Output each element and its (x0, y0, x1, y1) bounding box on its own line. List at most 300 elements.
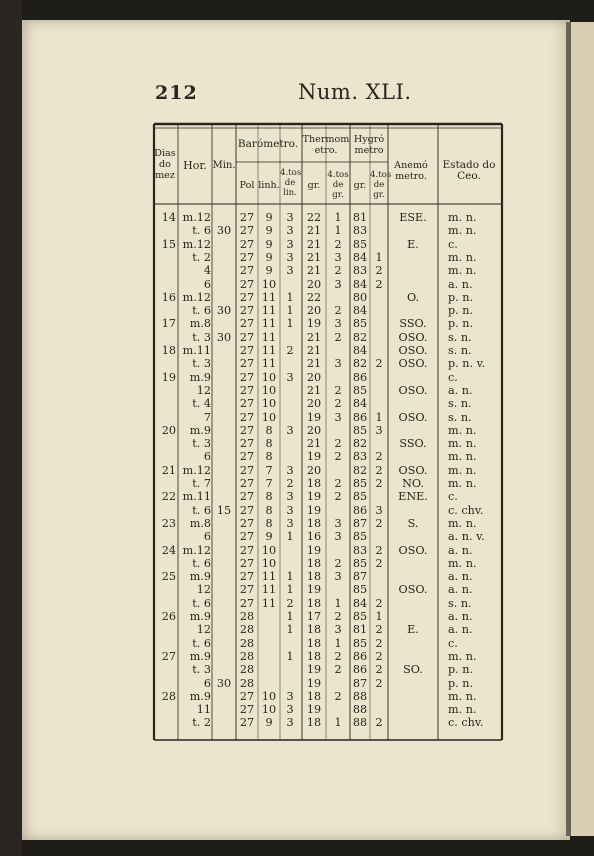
cell-therm-gr: 21 (306, 330, 322, 344)
cell-hour: t. 3 (192, 330, 211, 344)
cell-therm-gr: 19 (306, 410, 322, 424)
cell-hygro-gr: 85 (352, 317, 368, 331)
cell-bar-pol: 27 (239, 556, 255, 570)
header-quartos-gr-therm: 4.tos de gr. (327, 170, 349, 200)
cell-sky-state: p. n. (448, 317, 474, 331)
cell-therm-quartos: 2 (334, 490, 342, 504)
cell-hygro-quartos: 2 (375, 663, 383, 677)
cell-hygro-gr: 84 (352, 596, 368, 610)
cell-sky-state: c. (448, 370, 458, 384)
cell-hour: m.9 (189, 423, 211, 437)
cell-bar-linh: 11 (261, 596, 277, 610)
cell-bar-linh: 9 (265, 211, 273, 224)
cell-therm-gr: 19 (306, 317, 322, 331)
cell-therm-quartos: 3 (334, 317, 342, 331)
cell-sky-state: m. n. (448, 463, 477, 477)
cell-therm-quartos: 1 (334, 636, 342, 650)
cell-hour: 12 (196, 583, 211, 597)
cell-bar-pol: 27 (239, 264, 255, 278)
cell-therm-gr: 16 (306, 530, 322, 544)
cell-hygro-gr: 81 (352, 623, 368, 637)
cell-hygro-gr: 85 (352, 237, 368, 251)
cell-bar-quartos: 3 (286, 716, 294, 730)
cell-therm-gr: 19 (306, 490, 322, 504)
cell-wind: SSO. (399, 437, 427, 451)
cell-sky-state: m. n. (448, 556, 477, 570)
header-hygrometro: Hygrómetro (353, 134, 385, 156)
cell-therm-gr: 18 (306, 556, 322, 570)
cell-therm-gr: 21 (306, 437, 322, 451)
cell-hour: m.9 (189, 570, 211, 584)
cell-sky-state: a. n. (448, 543, 473, 557)
cell-bar-linh: 10 (261, 689, 277, 703)
cell-bar-pol: 27 (239, 410, 255, 424)
cell-sky-state: a. n. (448, 570, 473, 584)
cell-therm-gr: 22 (306, 211, 322, 224)
cell-therm-gr: 18 (306, 716, 322, 730)
cell-hour: m.12 (182, 463, 211, 477)
cell-therm-gr: 20 (306, 277, 322, 291)
cell-wind: E. (407, 623, 419, 637)
cell-bar-pol: 27 (239, 330, 255, 344)
cell-sky-state: m. n. (448, 649, 477, 663)
cell-bar-linh: 9 (265, 716, 273, 730)
cell-hygro-gr: 82 (352, 357, 368, 371)
cell-bar-pol: 27 (239, 450, 255, 464)
cell-sky-state: m. n. (448, 703, 477, 717)
header-quartos-gr-hygro: 4.tos de gr. (370, 170, 392, 200)
cell-bar-linh: 9 (265, 224, 273, 238)
cell-hour: t. 3 (192, 437, 211, 451)
cell-hygro-gr: 84 (352, 304, 368, 318)
cell-sky-state: m. n. (448, 437, 477, 451)
cell-wind: OSO. (398, 410, 428, 424)
cell-hygro-gr: 85 (352, 583, 368, 597)
cell-therm-gr: 18 (306, 477, 322, 490)
cell-hygro-gr: 87 (352, 516, 368, 530)
cell-hour: t. 6 (192, 304, 211, 318)
cell-bar-pol: 27 (239, 211, 255, 224)
cell-sky-state: c. (448, 237, 458, 251)
cell-bar-pol: 28 (239, 623, 255, 637)
cell-hygro-quartos: 2 (375, 556, 383, 570)
cell-hygro-quartos: 2 (375, 596, 383, 610)
cell-bar-pol: 27 (239, 277, 255, 291)
cell-bar-pol: 27 (239, 689, 255, 703)
cell-bar-quartos: 1 (286, 570, 294, 584)
header-min: Min. (212, 160, 236, 171)
cell-hour: m.9 (189, 610, 211, 623)
cell-hour: m.8 (189, 317, 211, 331)
cell-sky-state: s. n. (448, 596, 472, 610)
cell-bar-pol: 27 (239, 383, 255, 397)
cell-hygro-quartos: 1 (375, 250, 383, 264)
cell-sky-state: s. n. (448, 344, 472, 357)
cell-sky-state: m. n. (448, 689, 477, 703)
cell-therm-gr: 18 (306, 596, 322, 610)
dark-background (0, 0, 22, 856)
cell-bar-linh: 8 (265, 516, 273, 530)
cell-hygro-gr: 85 (352, 490, 368, 504)
cell-bar-quartos: 3 (286, 423, 294, 437)
cell-hygro-quartos: 2 (375, 450, 383, 464)
cell-hour: m.12 (182, 290, 211, 304)
cell-hygro-gr: 86 (352, 370, 368, 384)
cell-hygro-gr: 88 (352, 703, 368, 717)
cell-bar-quartos: 3 (286, 250, 294, 264)
cell-sky-state: m. n. (448, 264, 477, 278)
cell-bar-quartos: 3 (286, 237, 294, 251)
cell-bar-linh: 11 (261, 290, 277, 304)
cell-wind: OSO. (398, 583, 428, 597)
cell-bar-quartos: 1 (286, 610, 294, 623)
cell-hour: 6 (203, 450, 211, 464)
cell-therm-quartos: 1 (334, 211, 342, 224)
cell-hygro-quartos: 2 (375, 636, 383, 650)
cell-hygro-gr: 84 (352, 277, 368, 291)
cell-hygro-quartos: 2 (375, 623, 383, 637)
cell-bar-linh: 10 (261, 543, 277, 557)
cell-day: 20 (161, 423, 176, 437)
cell-hygro-quartos: 2 (375, 716, 383, 730)
cell-hygro-gr: 85 (352, 383, 368, 397)
cell-bar-quartos: 3 (286, 224, 294, 238)
cell-sky-state: s. n. (448, 410, 472, 424)
cell-day: 19 (161, 370, 176, 384)
cell-hygro-gr: 85 (352, 556, 368, 570)
cell-hour: t. 6 (192, 503, 211, 517)
cell-bar-pol: 28 (239, 649, 255, 663)
cell-day: 23 (161, 516, 176, 530)
cell-day: 14 (161, 211, 176, 224)
cell-hour: t. 6 (192, 636, 211, 650)
cell-day: 27 (161, 649, 176, 663)
cell-hour: m.12 (182, 211, 211, 224)
cell-bar-linh: 11 (261, 330, 277, 344)
cell-bar-pol: 27 (239, 530, 255, 544)
cell-sky-state: a. n. v. (448, 530, 485, 544)
cell-hour: m.12 (182, 237, 211, 251)
cell-therm-quartos: 3 (334, 530, 342, 544)
cell-hygro-quartos: 2 (375, 543, 383, 557)
cell-therm-quartos: 2 (334, 649, 342, 663)
cell-bar-quartos: 3 (286, 490, 294, 504)
cell-bar-linh: 8 (265, 437, 273, 451)
cell-hour: m.9 (189, 370, 211, 384)
cell-hygro-gr: 85 (352, 477, 368, 490)
page-number: 212 (155, 82, 198, 104)
cell-bar-linh: 11 (261, 344, 277, 357)
cell-therm-quartos: 2 (334, 663, 342, 677)
cell-wind: ESE. (399, 211, 427, 224)
cell-hygro-gr: 84 (352, 344, 368, 357)
cell-sky-state: a. n. (448, 277, 473, 291)
cell-bar-pol: 28 (239, 636, 255, 650)
cell-minute: 15 (216, 503, 232, 517)
cell-therm-gr: 21 (306, 237, 322, 251)
cell-hygro-gr: 83 (352, 543, 368, 557)
cell-sky-state: a. n. (448, 623, 473, 637)
cell-day: 24 (161, 543, 176, 557)
cell-bar-pol: 28 (239, 663, 255, 677)
cell-day: 16 (161, 290, 176, 304)
cell-wind: NO. (402, 477, 424, 490)
cell-hour: m.11 (182, 490, 211, 504)
cell-bar-quartos: 1 (286, 530, 294, 544)
cell-bar-linh: 10 (261, 397, 277, 411)
cell-sky-state: p. n. (448, 663, 474, 677)
cell-therm-gr: 17 (306, 610, 322, 623)
cell-minute: 30 (216, 224, 232, 238)
cell-therm-quartos: 1 (334, 596, 342, 610)
cell-therm-gr: 18 (306, 570, 322, 584)
cell-wind: OSO. (398, 330, 428, 344)
cell-therm-gr: 18 (306, 516, 322, 530)
cell-hygro-gr: 88 (352, 689, 368, 703)
cell-therm-gr: 19 (306, 450, 322, 464)
cell-therm-gr: 20 (306, 463, 322, 477)
cell-bar-linh: 10 (261, 703, 277, 717)
cell-sky-state: c. (448, 636, 458, 650)
cell-hour: m.11 (182, 344, 211, 357)
cell-sky-state: m. n. (448, 224, 477, 238)
cell-therm-quartos: 3 (334, 357, 342, 371)
cell-therm-gr: 21 (306, 250, 322, 264)
cell-hour: 6 (203, 676, 211, 690)
cell-hygro-gr: 87 (352, 676, 368, 690)
cell-bar-linh: 10 (261, 410, 277, 424)
cell-sky-state: s. n. (448, 330, 472, 344)
cell-therm-gr: 21 (306, 344, 322, 357)
cell-hygro-gr: 81 (352, 211, 368, 224)
page-title: Num. XLI. (298, 80, 412, 104)
cell-therm-gr: 18 (306, 649, 322, 663)
cell-hour: 12 (196, 623, 211, 637)
cell-therm-quartos: 1 (334, 224, 342, 238)
next-page-edge (571, 22, 594, 836)
cell-bar-linh: 11 (261, 570, 277, 584)
cell-bar-pol: 27 (239, 477, 255, 490)
cell-bar-linh: 8 (265, 450, 273, 464)
header-gr-therm: gr. (307, 180, 321, 191)
cell-bar-linh: 11 (261, 304, 277, 318)
cell-day: 15 (161, 237, 176, 251)
cell-bar-pol: 27 (239, 516, 255, 530)
cell-therm-gr: 20 (306, 397, 322, 411)
cell-therm-quartos: 3 (334, 410, 342, 424)
cell-bar-linh: 7 (265, 477, 273, 490)
cell-hour: t. 3 (192, 357, 211, 371)
cell-therm-quartos: 3 (334, 570, 342, 584)
cell-hour: t. 7 (192, 477, 211, 490)
cell-sky-state: a. n. (448, 583, 473, 597)
cell-hygro-gr: 86 (352, 410, 368, 424)
cell-therm-quartos: 2 (334, 437, 342, 451)
cell-hour: t. 6 (192, 596, 211, 610)
cell-hygro-gr: 87 (352, 570, 368, 584)
cell-hygro-gr: 83 (352, 450, 368, 464)
cell-bar-quartos: 3 (286, 689, 294, 703)
cell-hygro-gr: 84 (352, 250, 368, 264)
cell-hygro-gr: 82 (352, 437, 368, 451)
cell-bar-linh: 10 (261, 556, 277, 570)
cell-bar-pol: 28 (239, 676, 255, 690)
cell-therm-quartos: 2 (334, 450, 342, 464)
cell-therm-quartos: 3 (334, 277, 342, 291)
cell-hygro-gr: 88 (352, 716, 368, 730)
cell-sky-state: m. n. (448, 211, 477, 224)
cell-bar-linh: 10 (261, 370, 277, 384)
cell-therm-gr: 22 (306, 290, 322, 304)
cell-hygro-quartos: 3 (375, 423, 383, 437)
header-dia: Dias do mez (154, 148, 176, 181)
cell-therm-quartos: 3 (334, 516, 342, 530)
cell-therm-gr: 19 (306, 676, 322, 690)
cell-wind: OSO. (398, 463, 428, 477)
cell-therm-quartos: 3 (334, 623, 342, 637)
cell-day: 22 (161, 490, 176, 504)
cell-therm-gr: 20 (306, 304, 322, 318)
cell-hour: t. 2 (192, 250, 211, 264)
cell-therm-quartos: 2 (334, 556, 342, 570)
cell-therm-quartos: 1 (334, 716, 342, 730)
cell-hour: m.8 (189, 516, 211, 530)
cell-hygro-gr: 86 (352, 649, 368, 663)
cell-hygro-quartos: 2 (375, 264, 383, 278)
cell-bar-pol: 27 (239, 304, 255, 318)
cell-bar-pol: 27 (239, 463, 255, 477)
header-barometro: Barómetro. (237, 138, 299, 150)
cell-bar-quartos: 2 (286, 596, 294, 610)
cell-hour: 12 (196, 383, 211, 397)
cell-minute: 30 (216, 676, 232, 690)
cell-bar-pol: 28 (239, 610, 255, 623)
cell-bar-pol: 27 (239, 703, 255, 717)
cell-bar-pol: 27 (239, 503, 255, 517)
cell-bar-pol: 27 (239, 370, 255, 384)
cell-sky-state: a. n. (448, 383, 473, 397)
cell-bar-quartos: 1 (286, 649, 294, 663)
cell-therm-quartos: 3 (334, 250, 342, 264)
cell-sky-state: p. n. (448, 290, 474, 304)
cell-wind: SSO. (399, 317, 427, 331)
cell-bar-pol: 27 (239, 224, 255, 238)
cell-hour: t. 2 (192, 716, 211, 730)
cell-bar-pol: 27 (239, 317, 255, 331)
cell-therm-gr: 19 (306, 503, 322, 517)
cell-bar-pol: 27 (239, 490, 255, 504)
cell-sky-state: m. n. (448, 477, 477, 490)
cell-day: 17 (161, 317, 176, 331)
header-pol: Pol (239, 180, 255, 191)
cell-hygro-gr: 83 (352, 224, 368, 238)
cell-hour: t. 6 (192, 224, 211, 238)
cell-bar-quartos: 3 (286, 370, 294, 384)
cell-hour: t. 3 (192, 663, 211, 677)
cell-bar-pol: 27 (239, 237, 255, 251)
cell-sky-state: m. n. (448, 450, 477, 464)
cell-bar-pol: 27 (239, 596, 255, 610)
cell-hour: m.9 (189, 689, 211, 703)
cell-bar-linh: 10 (261, 277, 277, 291)
cell-bar-pol: 27 (239, 570, 255, 584)
cell-therm-quartos: 2 (334, 304, 342, 318)
cell-bar-linh: 9 (265, 237, 273, 251)
cell-bar-quartos: 3 (286, 211, 294, 224)
cell-bar-pol: 27 (239, 290, 255, 304)
cell-hour: 11 (196, 703, 211, 717)
cell-hour: 6 (203, 277, 211, 291)
cell-bar-pol: 27 (239, 437, 255, 451)
cell-sky-state: m. n. (448, 423, 477, 437)
cell-hour: 6 (203, 530, 211, 544)
cell-bar-linh: 11 (261, 317, 277, 331)
cell-bar-pol: 27 (239, 716, 255, 730)
cell-bar-linh: 9 (265, 530, 273, 544)
cell-therm-gr: 19 (306, 703, 322, 717)
cell-bar-quartos: 1 (286, 583, 294, 597)
cell-hygro-gr: 86 (352, 663, 368, 677)
cell-day: 21 (161, 463, 176, 477)
cell-wind: O. (406, 290, 420, 304)
cell-wind: OSO. (398, 383, 428, 397)
cell-hygro-quartos: 2 (375, 463, 383, 477)
cell-day: 28 (161, 689, 176, 703)
cell-sky-state: c. chv. (448, 503, 484, 517)
cell-therm-quartos: 2 (334, 610, 342, 623)
cell-therm-gr: 19 (306, 583, 322, 597)
cell-sky-state: s. n. (448, 397, 472, 411)
cell-bar-pol: 27 (239, 344, 255, 357)
cell-hour: t. 6 (192, 556, 211, 570)
cell-hygro-quartos: 2 (375, 516, 383, 530)
header-hor: Hor. (183, 159, 207, 172)
cell-bar-quartos: 2 (286, 344, 294, 357)
cell-hygro-quartos: 1 (375, 610, 383, 623)
cell-therm-quartos: 2 (334, 383, 342, 397)
cell-bar-quartos: 1 (286, 623, 294, 637)
cell-hygro-gr: 85 (352, 530, 368, 544)
cell-hygro-gr: 83 (352, 264, 368, 278)
cell-bar-quartos: 3 (286, 264, 294, 278)
cell-sky-state: p. n. v. (448, 357, 486, 371)
cell-hour: m.9 (189, 649, 211, 663)
cell-bar-linh: 11 (261, 583, 277, 597)
cell-sky-state: p. n. (448, 676, 474, 690)
cell-wind: SO. (403, 663, 423, 677)
cell-bar-quartos: 3 (286, 516, 294, 530)
cell-bar-pol: 27 (239, 583, 255, 597)
cell-sky-state: c. (448, 490, 458, 504)
cell-hygro-quartos: 1 (375, 410, 383, 424)
cell-hour: t. 4 (192, 397, 211, 411)
cell-bar-quartos: 3 (286, 463, 294, 477)
cell-bar-pol: 27 (239, 423, 255, 437)
header-gr-hygro: gr. (353, 180, 367, 191)
cell-bar-linh: 10 (261, 383, 277, 397)
cell-therm-quartos: 2 (334, 330, 342, 344)
cell-bar-linh: 8 (265, 503, 273, 517)
cell-bar-pol: 27 (239, 543, 255, 557)
cell-hygro-quartos: 3 (375, 503, 383, 517)
cell-therm-gr: 21 (306, 383, 322, 397)
cell-wind: ENE. (398, 490, 428, 504)
cell-bar-pol: 27 (239, 250, 255, 264)
cell-sky-state: a. n. (448, 610, 473, 623)
cell-day: 18 (161, 344, 176, 357)
header-anemometro: Anemó metro. (394, 160, 428, 182)
cell-wind: OSO. (398, 357, 428, 371)
